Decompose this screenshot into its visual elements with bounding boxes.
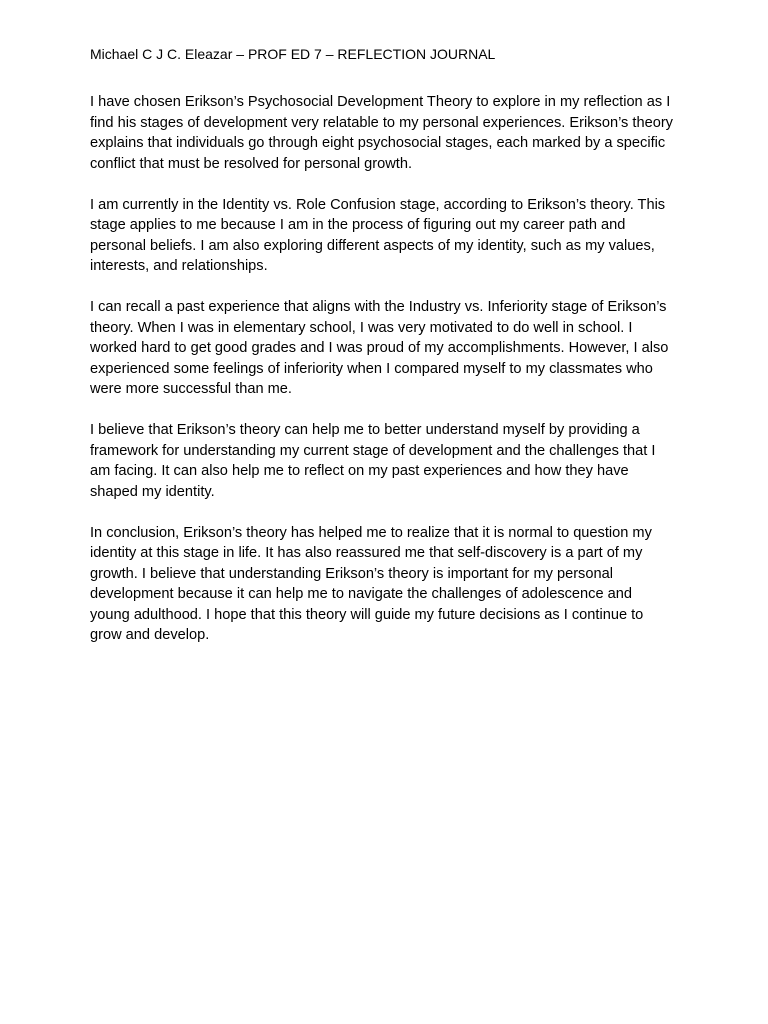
paragraph-intro: I have chosen Erikson’s Psychosocial Development Theory to explore in my reflection as I find his stages of development very relatable to my personal experiences. Erikson’s theory explains that individuals go through eight psychosocial stages, each marked by a specific conflict that must be resolved for personal growth. <box>90 94 673 172</box>
document-header: Michael C J C. Eleazar – PROF ED 7 – REFLECTION JOURNAL <box>90 46 496 62</box>
paragraph-conclusion: In conclusion, Erikson’s theory has helped me to realize that it is normal to question my identity at this stage in life. It has also reassured me that self-discovery is a part of my growth. I believe that understanding Erikson’s theory is important for my personal development because it can help me to navigate the challenges of adolescence and young adulthood. I hope that this theory will guide my future decisions as I continue to grow and develop. <box>90 524 652 643</box>
paragraph-current-stage: I am currently in the Identity vs. Role Confusion stage, according to Erikson’s theory. This stage applies to me because I am in the process of figuring out my career path and personal beliefs. I am also exploring different aspects of my identity, such as my values, interests, and relationships. <box>90 196 666 274</box>
paragraph-past-experience: I can recall a past experience that aligns with the Industry vs. Inferiority stage of Erikson’s theory. When I was in elementary school, I was very motivated to do well in school. I worked hard to get good grades and I was proud of my accomplishments. However, I also experienced some feelings of inferiority when I compared myself to my classmates who were more successful than me. <box>90 299 669 397</box>
document-body <box>90 92 674 666</box>
paragraph-understanding: I believe that Erikson’s theory can help me to better understand myself by providing a framework for understanding my current stage of development and the challenges that I am facing. It can also help me to reflect on my past experiences and how they have shaped my identity. <box>90 422 656 500</box>
